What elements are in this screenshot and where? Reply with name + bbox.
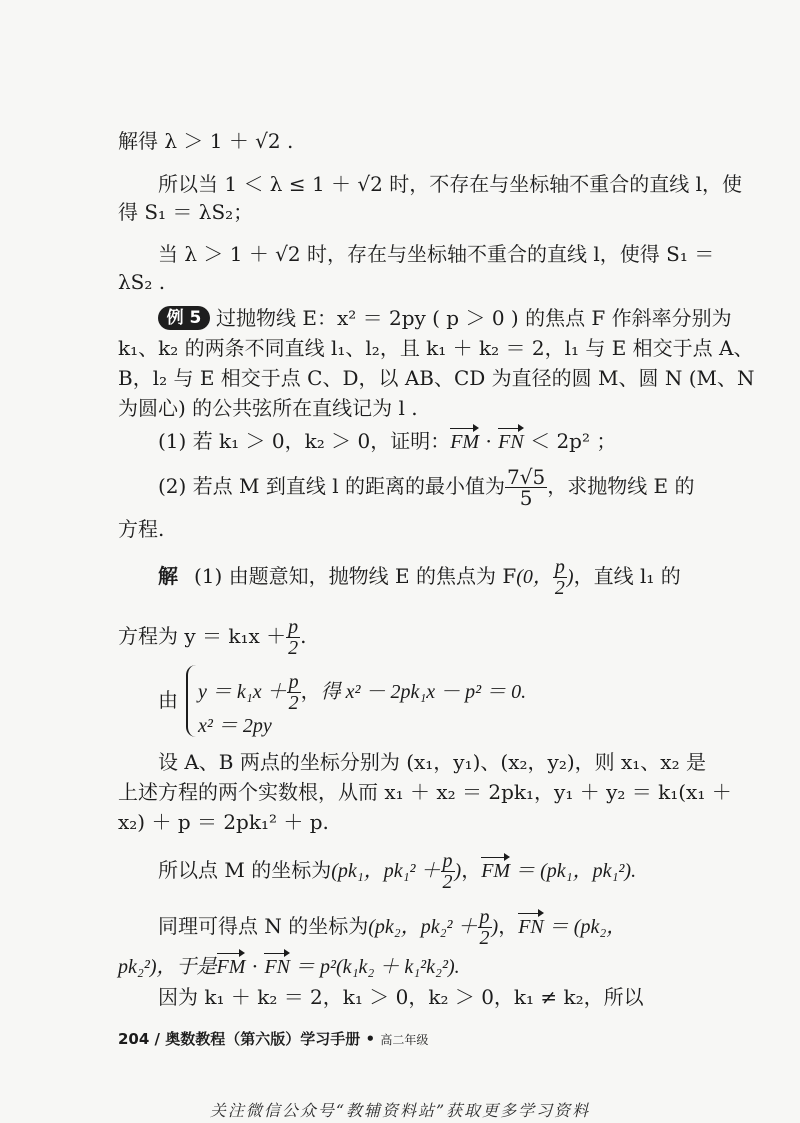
grade-label: 高二年级 [380, 1033, 429, 1047]
fraction-p-over-2 [441, 851, 455, 892]
point-open: (pk₂，pk₂² ＋ [368, 916, 478, 938]
numerator: 7√5 [507, 465, 546, 489]
line-text: λS₂ . [118, 270, 166, 294]
question-2-line [158, 465, 695, 510]
line-text: . [300, 624, 307, 648]
numerator: p [554, 556, 565, 578]
text-line [118, 808, 688, 836]
point-close: ) [454, 860, 462, 882]
dot-operator: · [479, 429, 499, 453]
footer-separator: / [154, 1030, 161, 1048]
denominator: 2 [288, 692, 299, 714]
solution-label: 解 [158, 564, 178, 588]
line-text: 解得 λ ＞ 1 ＋ √2 . [118, 129, 294, 153]
denominator: 2 [442, 871, 453, 893]
line-text: ＝ (pk₁，pk₁²). [510, 860, 637, 882]
denominator: 2 [479, 927, 490, 949]
line-text: pk₂²)，于是 [118, 956, 217, 978]
focus-close: ) [566, 566, 574, 588]
line-text: 方程为 y ＝ k₁x ＋ [118, 624, 287, 648]
line-text: ， [300, 679, 321, 703]
vector-fn: FN [518, 911, 544, 941]
fraction-p-over-2 [553, 557, 567, 598]
denominator: 2 [288, 637, 299, 659]
point-open: (pk₁，pk₁² ＋ [331, 860, 441, 882]
watermark-text: 关注微信公众号“教辅资料站”获取更多学习资料 [209, 1101, 591, 1120]
text-line [118, 951, 688, 981]
text-line [118, 127, 688, 155]
vector-fm: FM [217, 951, 246, 981]
text-line [118, 334, 754, 362]
line-text: ， [498, 914, 519, 938]
line-text: 过抛物线 E：x² ＝ 2py ( p ＞ 0 ) 的焦点 F 作斜率分别为 [216, 306, 732, 330]
text-line [158, 851, 688, 892]
footer-bullet: • [365, 1030, 376, 1048]
focus-open: (0， [516, 566, 553, 588]
book-title: 奥数教程（第六版）学习手册 [165, 1030, 361, 1048]
page-footer [118, 1028, 718, 1049]
line-text: ，直线 l₁ 的 [573, 564, 681, 588]
vector-fn: FN [264, 951, 290, 981]
numerator: p [479, 906, 490, 928]
text-line [158, 170, 742, 198]
numerator: p [288, 616, 299, 638]
line-text: 由 [158, 688, 178, 712]
text-line [118, 778, 732, 806]
text-line [158, 748, 706, 776]
denominator: 2 [554, 577, 565, 599]
line-text: (1) 由题意知，抛物线 E 的焦点为 F [194, 564, 517, 588]
line-text: 得 x² － 2pk₁x － p² ＝ 0. [320, 681, 527, 703]
line-text: k₁、k₂ 的两条不同直线 l₁、l₂，且 k₁ ＋ k₂ ＝ 2，l₁ 与 E 相交于点 A、 [118, 336, 754, 360]
example-badge: 例 5 [158, 306, 210, 330]
line-text: 因为 k₁ ＋ k₂ ＝ 2，k₁ ＞ 0，k₂ ＞ 0，k₁ ≠ k₂，所以 [158, 985, 644, 1009]
text-line [118, 617, 688, 658]
line-text: x₂) ＋ p ＝ 2pk₁² ＋ p. [118, 810, 329, 834]
text-line [158, 907, 688, 948]
fraction-p-over-2 [478, 907, 492, 948]
system-label [158, 686, 188, 714]
numerator: p [288, 671, 299, 693]
text-line [118, 268, 688, 296]
line-text: x² ＝ 2py [198, 715, 272, 737]
page-number: 204 [118, 1030, 150, 1048]
vector-fn: FN [498, 426, 524, 456]
line-text: ＜ 2p² ； [523, 429, 617, 453]
line-text: 上述方程的两个实数根，从而 x₁ ＋ x₂ ＝ 2pk₁，y₁ ＋ y₂ ＝ k₁(x₁ ＋ [118, 780, 732, 804]
text-line [118, 364, 755, 392]
line-text: ， [461, 858, 482, 882]
fraction-p-over-2 [287, 672, 301, 713]
example-heading-line [158, 304, 732, 332]
line-text: ＝ p²(k₁k₂ ＋ k₁²k₂²). [290, 956, 460, 978]
line-text: B，l₂ 与 E 相交于点 C、D，以 AB、CD 为直径的圆 M、圆 N (M、N [118, 366, 755, 390]
line-text: 得 S₁ ＝ λS₂； [118, 200, 254, 224]
line-text: 为圆心) 的公共弦所在直线记为 l . [118, 396, 418, 420]
point-close: ) [491, 916, 499, 938]
vector-fm: FM [450, 426, 479, 456]
line-text: 设 A、B 两点的坐标分别为 (x₁，y₁)、(x₂，y₂)，则 x₁、x₂ 是 [158, 750, 706, 774]
text-line [158, 240, 715, 268]
text-line [118, 198, 688, 226]
line-text: 同理可得点 N 的坐标为 [158, 914, 369, 938]
fraction-7-root5-over-5 [505, 467, 547, 508]
line-text: ，求抛物线 E 的 [547, 474, 695, 498]
line-text: 所以当 1 ＜ λ ≤ 1 ＋ √2 时，不存在与坐标轴不重合的直线 l，使 [158, 172, 742, 196]
text-line [118, 394, 688, 422]
line-text: (2) 若点 M 到直线 l 的距离的最小值为 [158, 474, 505, 498]
line-text: ＝ (pk₂， [543, 916, 627, 938]
line-text: 方程. [118, 517, 165, 541]
numerator: p [442, 850, 453, 872]
text-line [158, 983, 688, 1011]
question-1-line [158, 426, 688, 456]
line-text: 当 λ ＞ 1 ＋ √2 时，存在与坐标轴不重合的直线 l，使得 S₁ ＝ [158, 242, 715, 266]
line-text: 所以点 M 的坐标为 [158, 858, 332, 882]
dot-operator: · [245, 954, 265, 978]
line-text: y ＝ k₁x ＋ [198, 681, 287, 703]
line-text: (1) 若 k₁ ＞ 0，k₂ ＞ 0，证明： [158, 429, 451, 453]
denominator: 5 [519, 486, 533, 510]
solution-line [158, 557, 688, 598]
vector-fm: FM [481, 855, 510, 885]
fraction-p-over-2 [286, 617, 300, 658]
text-line [118, 515, 688, 543]
system-equation-1 [198, 672, 618, 713]
system-equation-2 [198, 712, 498, 740]
